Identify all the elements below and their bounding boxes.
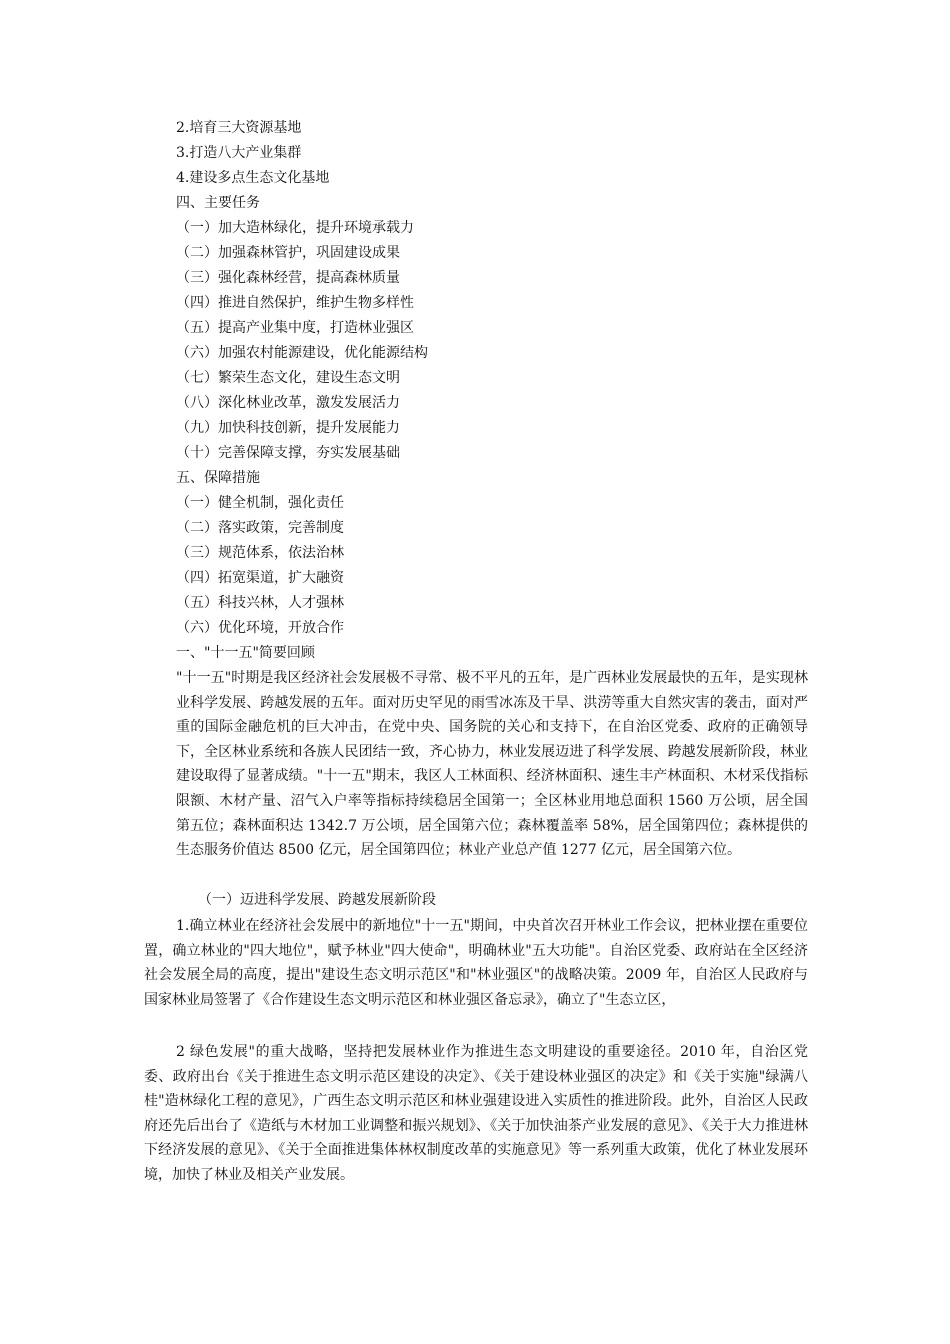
section-heading-5: 五、保障措施 <box>176 470 260 486</box>
section-heading-4: 四、主要任务 <box>176 195 260 211</box>
task-item-7: （七）繁荣生态文化，建设生态文明 <box>176 370 400 386</box>
outline-item-1: 3.打造八大产业集群 <box>176 145 302 161</box>
measure-item-4: （四）拓宽渠道，扩大融资 <box>176 570 344 586</box>
green-development-paragraph-text: 2 绿色发展"的重大战略，坚持把发展林业作为推进生态文明建设的重要途径。2010 年，自治区党委、政府出台《关于推进生态文明示范区建设的决定》、《关于建设林业强区的决定》和《关于实施"绿满八桂"造林绿化工程的意见》，广西生态文明示范区和林业强建设进入实质性的推进阶段。此外，自治区人民政府还先后出台了《造纸与木材加工业调整和振兴规划》、《关于加快油茶产业发展的意见》、《关于大力推进林下经济发展的意见》、《关于全面推进集体林权制度改革的实施意见》等一系列重大政策，优化了林业发展环境，加快了林业及相关产业发展。 <box>144 1044 808 1183</box>
task-item-10: （十）完善保障支撑，夯实发展基础 <box>176 445 400 461</box>
new-position-paragraph <box>144 914 808 1012</box>
outline-item-0: 2.培育三大资源基地 <box>176 120 302 136</box>
task-item-3: （三）强化森林经营，提高森林质量 <box>176 270 400 286</box>
task-item-5: （五）提高产业集中度，打造林业强区 <box>176 320 414 336</box>
task-item-4: （四）推进自然保护，维护生物多样性 <box>176 295 414 311</box>
measure-item-1: （一）健全机制，强化责任 <box>176 495 344 511</box>
task-item-8: （八）深化林业改革，激发发展活力 <box>176 395 400 411</box>
outline-item-2: 4.建设多点生态文化基地 <box>176 170 330 186</box>
measure-item-6: （六）优化环境，开放合作 <box>176 620 344 636</box>
measure-item-3: （三）规范体系，依法治林 <box>176 545 344 561</box>
measure-item-5: （五）科技兴林，人才强林 <box>176 595 344 611</box>
green-development-paragraph <box>144 1040 808 1188</box>
review-paragraph <box>176 666 808 863</box>
review-paragraph-text: "十一五"时期是我区经济社会发展极不寻常、极不平凡的五年，是广西林业发展最快的五年，是实现林业科学发展、跨越发展的五年。面对历史罕见的雨雪冰冻及干旱、洪涝等重大自然灾害的袭击，面对严重的国际金融危机的巨大冲击，在党中央、国务院的关心和支持下，在自治区党委、政府的正确领导下，全区林业系统和各族人民团结一致，齐心协力，林业发展迈进了科学发展、跨越发展新阶段，林业建设取得了显著成绩。"十一五"期末，我区人工林面积、经济林面积、速生丰产林面积、木材采伐指标限额、木材产量、沼气入户率等指标持续稳居全国第一；全区林业用地总面积 1560 万公顷，居全国第五位；森林面积达 1342.7 万公顷，居全国第六位；森林覆盖率 58%，居全国第四位；森林提供的生态服务价值达 8500 亿元，居全国第四位；林业产业总产值 1277 亿元，居全国第六位。 <box>176 670 808 859</box>
task-item-2: （二）加强森林管护，巩固建设成果 <box>176 245 400 261</box>
task-item-1: （一）加大造林绿化，提升环境承载力 <box>176 220 414 236</box>
subheading-new-stage: （一）迈进科学发展、跨越发展新阶段 <box>198 892 436 908</box>
new-position-paragraph-text: 1.确立林业在经济社会发展中的新地位"十一五"期间，中央首次召开林业工作会议，把林业摆在重要位置，确立林业的"四大地位"，赋予林业"四大使命"，明确林业"五大功能"。自治区党委、政府站在全区经济社会发展全局的高度，提出"建设生态文明示范区"和"林业强区"的战略决策。2009 年，自治区人民政府与国家林业局签署了《合作建设生态文明示范区和林业强区备忘录》，确立了"生态立区， <box>144 918 808 1008</box>
section-heading-1: 一、"十一五"简要回顾 <box>176 645 315 661</box>
measure-item-2: （二）落实政策，完善制度 <box>176 520 344 536</box>
task-item-6: （六）加强农村能源建设，优化能源结构 <box>176 345 428 361</box>
task-item-9: （九）加快科技创新，提升发展能力 <box>176 420 400 436</box>
